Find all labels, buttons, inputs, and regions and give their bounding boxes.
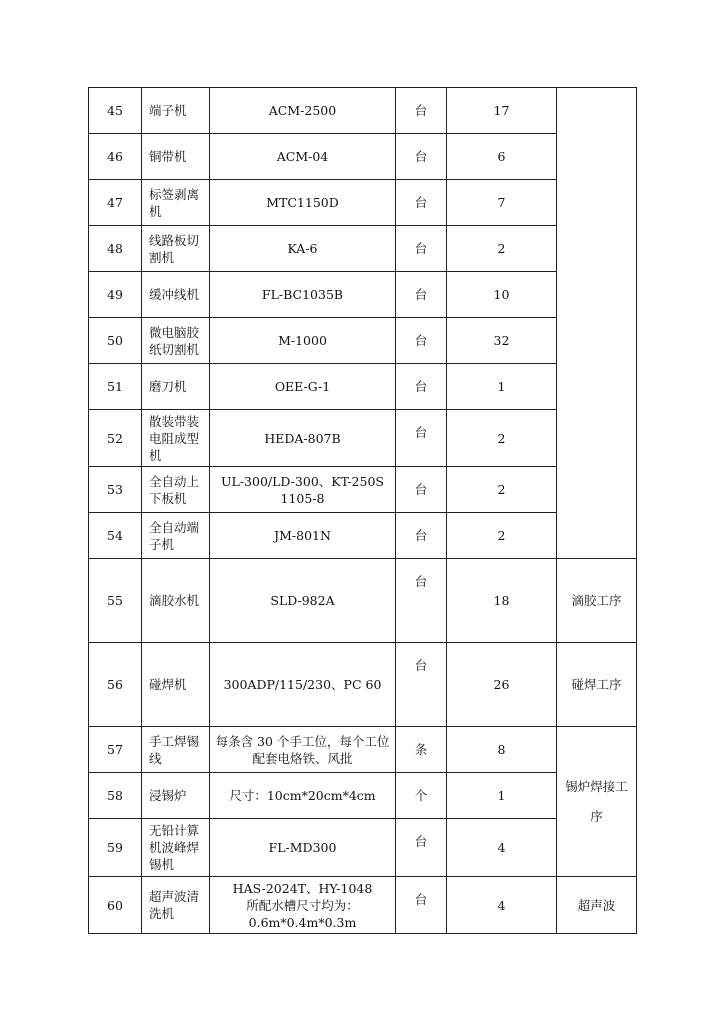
row-number: 45: [89, 88, 142, 134]
row-number: 53: [89, 467, 142, 513]
row-number: 59: [89, 819, 142, 877]
process-note-merged: 锡炉焊接工序: [557, 727, 637, 877]
equipment-unit: 个: [396, 773, 447, 819]
equipment-model: JM-801N: [210, 513, 396, 559]
model-line: 0.6m*0.4m*0.3m: [248, 914, 357, 930]
table-row: [89, 180, 637, 226]
equipment-unit: 台: [396, 877, 447, 934]
equipment-quantity: 4: [447, 877, 557, 934]
equipment-name: 缓冲线机: [142, 272, 210, 318]
table-row: [89, 364, 637, 410]
equipment-quantity: 1: [447, 773, 557, 819]
table-row: [89, 819, 637, 877]
row-number: 58: [89, 773, 142, 819]
equipment-name: 磨刀机: [142, 364, 210, 410]
equipment-model: [210, 467, 396, 513]
equipment-model: MTC1150D: [210, 180, 396, 226]
equipment-name: 线路板切割机: [142, 226, 210, 272]
equipment-quantity: 2: [447, 467, 557, 513]
table-row: [89, 134, 637, 180]
row-number: 51: [89, 364, 142, 410]
equipment-model: KA-6: [210, 226, 396, 272]
table-row: [89, 559, 637, 643]
table-row: [89, 513, 637, 559]
model-line: HAS-2024T、HY-1048: [232, 880, 373, 896]
equipment-name: 标签剥离机: [142, 180, 210, 226]
equipment-name: 碰焊机: [142, 643, 210, 727]
table-row: [89, 467, 637, 513]
equipment-name: 全自动上下板机: [142, 467, 210, 513]
process-note: 滴胶工序: [557, 559, 637, 643]
equipment-name: 全自动端子机: [142, 513, 210, 559]
equipment-name: 微电脑胶纸切割机: [142, 318, 210, 364]
equipment-unit: 台: [396, 467, 447, 513]
equipment-model: [210, 727, 396, 773]
row-number: 46: [89, 134, 142, 180]
equipment-quantity: 18: [447, 559, 557, 643]
equipment-unit: 台: [396, 272, 447, 318]
equipment-quantity: 1: [447, 364, 557, 410]
equipment-model: FL-BC1035B: [210, 272, 396, 318]
process-note: 碰焊工序: [557, 643, 637, 727]
equipment-model: OEE-G-1: [210, 364, 396, 410]
row-number: 48: [89, 226, 142, 272]
table-row: [89, 226, 637, 272]
equipment-quantity: 26: [447, 643, 557, 727]
equipment-table: [88, 87, 637, 934]
equipment-model: ACM-04: [210, 134, 396, 180]
equipment-unit: 台: [396, 88, 447, 134]
equipment-name: 手工焊锡线: [142, 727, 210, 773]
equipment-unit: 台: [396, 226, 447, 272]
row-number: 54: [89, 513, 142, 559]
row-number: 57: [89, 727, 142, 773]
equipment-quantity: 7: [447, 180, 557, 226]
equipment-name: 散装带装电阻成型机: [142, 410, 210, 467]
table-row: [89, 643, 637, 727]
equipment-unit: 台: [396, 643, 447, 727]
equipment-model: M-1000: [210, 318, 396, 364]
equipment-quantity: 8: [447, 727, 557, 773]
table-row: [89, 773, 637, 819]
row-number: 47: [89, 180, 142, 226]
row-number: 50: [89, 318, 142, 364]
equipment-model: HEDA-807B: [210, 410, 396, 467]
equipment-model: 300ADP/115/230、PC 60: [210, 643, 396, 727]
equipment-name: 超声波清洗机: [142, 877, 210, 934]
model-line: UL-300/LD-300、KT-250S: [221, 473, 384, 489]
row-number: 49: [89, 272, 142, 318]
table-row: [89, 88, 637, 134]
equipment-quantity: 17: [447, 88, 557, 134]
model-line: 每条含 30 个手工位，每个工位: [215, 733, 390, 749]
equipment-unit: 条: [396, 727, 447, 773]
equipment-name: 无铅计算机波峰焊锡机: [142, 819, 210, 877]
equipment-quantity: 6: [447, 134, 557, 180]
process-note-merged: [557, 88, 637, 559]
model-line: 配套电烙铁、风批: [252, 750, 353, 766]
table-row: [89, 877, 637, 934]
equipment-model: [210, 877, 396, 934]
table-row: [89, 318, 637, 364]
equipment-model: ACM-2500: [210, 88, 396, 134]
equipment-unit: 台: [396, 134, 447, 180]
table-row: [89, 410, 637, 467]
row-number: 52: [89, 410, 142, 467]
model-line: 1105-8: [280, 490, 325, 506]
row-number: 60: [89, 877, 142, 934]
equipment-name: 浸锡炉: [142, 773, 210, 819]
equipment-name: 铜带机: [142, 134, 210, 180]
row-number: 56: [89, 643, 142, 727]
equipment-model: FL-MD300: [210, 819, 396, 877]
equipment-unit: 台: [396, 410, 447, 467]
equipment-model: 尺寸：10cm*20cm*4cm: [210, 773, 396, 819]
equipment-model: SLD-982A: [210, 559, 396, 643]
equipment-quantity: 32: [447, 318, 557, 364]
equipment-quantity: 2: [447, 226, 557, 272]
equipment-quantity: 4: [447, 819, 557, 877]
equipment-unit: 台: [396, 318, 447, 364]
equipment-unit: 台: [396, 819, 447, 877]
equipment-name: 滴胶水机: [142, 559, 210, 643]
equipment-quantity: 10: [447, 272, 557, 318]
equipment-unit: 台: [396, 513, 447, 559]
row-number: 55: [89, 559, 142, 643]
table-row: [89, 272, 637, 318]
process-note: 超声波: [557, 877, 637, 934]
equipment-quantity: 2: [447, 410, 557, 467]
equipment-unit: 台: [396, 364, 447, 410]
model-line: 所配水槽尺寸均为：: [246, 897, 359, 913]
table-row: [89, 727, 637, 773]
equipment-quantity: 2: [447, 513, 557, 559]
equipment-unit: 台: [396, 559, 447, 643]
equipment-name: 端子机: [142, 88, 210, 134]
equipment-unit: 台: [396, 180, 447, 226]
